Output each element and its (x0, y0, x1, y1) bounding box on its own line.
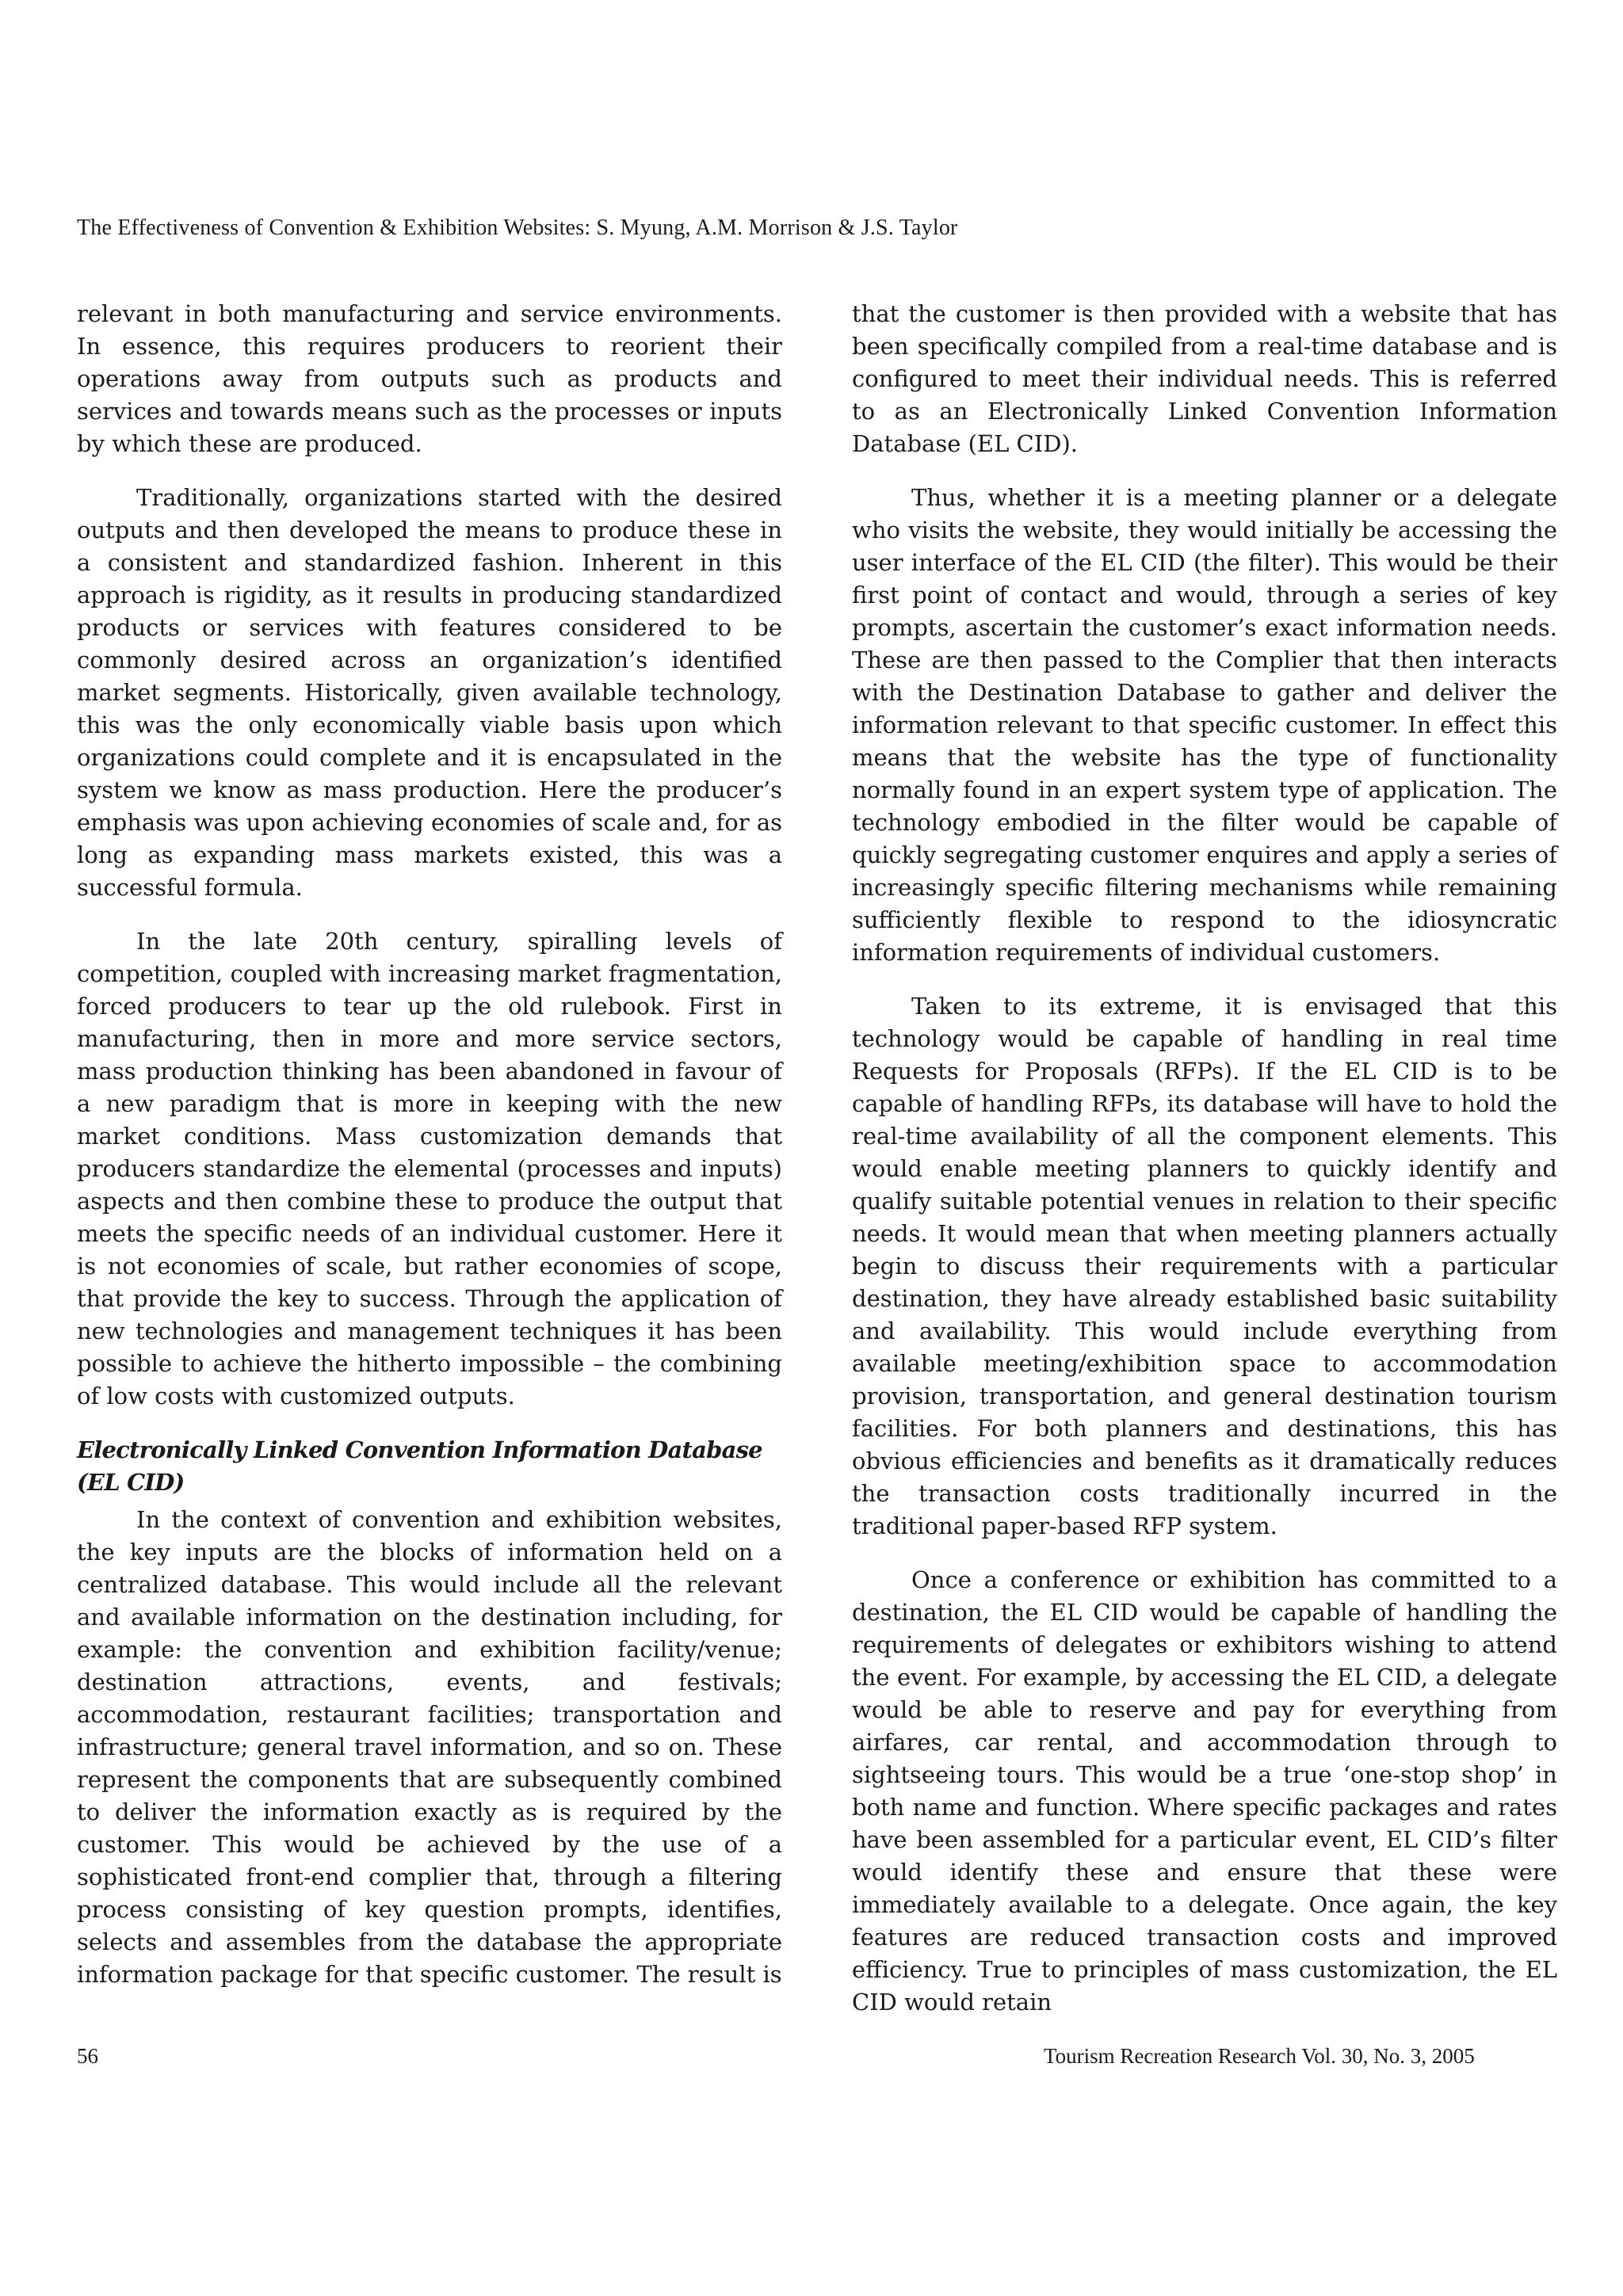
paragraph: Thus, whether it is a meeting planner or a delegate who visits the website, they would initially be accessing the user interface of the EL CID (the filter). This would be their first point of contact and would, through a series of key prompts, ascertain the customer’s exact information needs. These are then passed to the Complier that then interacts with the Destination Database to gather and deliver the information relevant to that specific customer. In effect this means that the website has the type of functionality normally found in an expert system type of application. The technology embodied in the filter would be capable of quickly segregating customer enquires and apply a series of increasingly specific filtering mechanisms while remaining sufficiently flexible to respond to the idiosyncratic information requirements of individual customers. (852, 484, 1557, 966)
paragraph: that the customer is then provided with a website that has been specifically compiled from a real-time database and is configured to meet their individual needs. This is referred to as an Electronically Linked Convention Information Database (EL CID). (852, 300, 1557, 457)
paragraph: In the late 20th century, spiralling levels of competition, coupled with increasing market fragmentation, forced producers to tear up the old rulebook. First in manufacturing, then in more and more service sectors, mass production thinking has been abandoned in favour of a new paradigm that is more in keeping with the new market conditions. Mass customization demands that producers standardize the elemental (processes and inputs) aspects and then combine these to produce the output that meets the specific needs of an individual customer. Here it is not economies of scale, but rather economies of scope, that provide the key to success. Through the application of new technologies and management techniques it has been possible to achieve the hitherto impossible – the combining of low costs with customized outputs. (77, 928, 782, 1409)
paragraph: In the context of convention and exhibition websites, the key inputs are the blocks of information held on a centralized database. This would include all the relevant and available information on the destination including, for example: the convention and exhibition facility/venue; destination attractions, events, and festivals; accommodation, restaurant facilities; transportation and infrastructure; general travel information, and so on. These represent the components that are subsequently combined to deliver the information exactly as is required by the customer. This would be achieved by the use of a sophisticated front-end complier that, through a filtering process consisting of key question prompts, identifies, selects and assembles from the database the appropriate information package for that specific customer. The result is (77, 1506, 782, 1988)
paragraph: Taken to its extreme, it is envisaged that this technology would be capable of handling in real time Requests for Proposals (RFPs). If the EL CID is to be capable of handling RFPs, its database will have to hold the real-time availability of all the component elements. This would enable meeting planners to quickly identify and qualify suitable potential venues in relation to their specific needs. It would mean that when meeting planners actually begin to discuss their requirements with a particular destination, they have already established basic suitability and availability. This would include everything from available meeting/exhibition space to accommodation provision, transportation, and general destination tourism facilities. For both planners and destinations, this has obvious efficiencies and benefits as it dramatically reduces the transaction costs traditionally incurred in the traditional paper-based RFP system. (852, 993, 1557, 1539)
page-number: 56 (77, 2044, 98, 2068)
paragraph: relevant in both manufacturing and service environments. In essence, this requires producers to reorient their operations away from outputs such as products and services and towards means such as the processes or inputs by which these are produced. (77, 300, 782, 457)
running-header: The Effectiveness of Convention & Exhibition Websites: S. Myung, A.M. Morrison & J.S. Taylor (77, 215, 958, 240)
paragraph: Traditionally, organizations started with the desired outputs and then developed the means to produce these in a consistent and standardized fashion. Inherent in this approach is rigidity, as it results in producing standardized products or services with features considered to be commonly desired across an organization’s identified market segments. Historically, given available technology, this was the only economically viable basis upon which organizations could complete and it is encapsulated in the system we know as mass production. Here the producer’s emphasis was upon achieving economies of scale and, for as long as expanding mass markets existed, this was a successful formula. (77, 484, 782, 901)
right-column (852, 298, 1557, 2023)
paragraph: Once a conference or exhibition has committed to a destination, the EL CID would be capable of handling the requirements of delegates or exhibitors wishing to attend the event. For example, by accessing the EL CID, a delegate would be able to reserve and pay for everything from airfares, car rental, and accommodation through to sightseeing tours. This would be a true ‘one-stop shop’ in both name and function. Where specific packages and rates have been assembled for a particular event, EL CID’s filter would identify these and ensure that these were immediately available to a delegate. Once again, the key features are reduced transaction costs and improved efficiency. True to principles of mass customization, the EL CID would retain (852, 1566, 1557, 2016)
section-heading: Electronically Linked Convention Information Database (EL CID) (77, 1436, 762, 1496)
left-column (77, 298, 782, 1996)
journal-citation: Tourism Recreation Research Vol. 30, No. 3, 2005 (1044, 2044, 1475, 2068)
